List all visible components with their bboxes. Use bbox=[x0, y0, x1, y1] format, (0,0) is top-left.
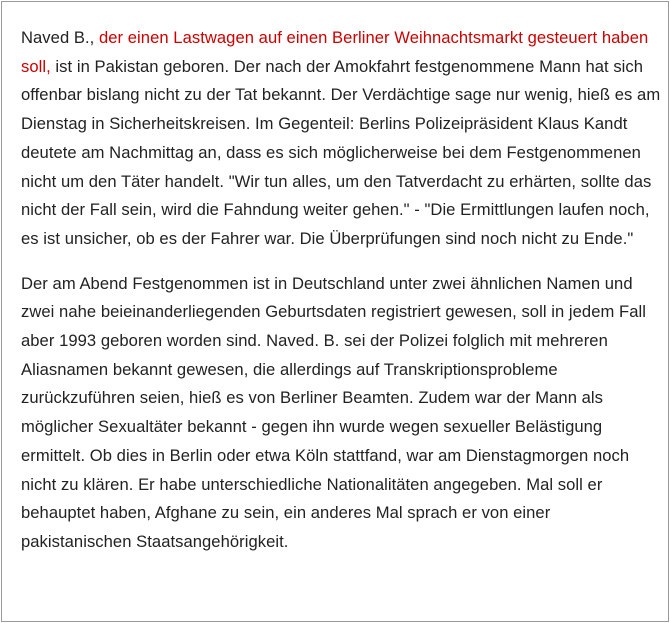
paragraph-1-rest: ist in Pakistan geboren. Der nach der Amokfahrt festgenommene Mann hat sich offenbar bislang nicht zu der Tat bekannt. Der Verdächtige sage nur wenig, hieß es am Dienstag in Sicherheitskreisen. Im Gegenteil: Berlins Polizeipräsident Klaus Kandt deutete am Nachmittag an, dass es sich möglicherweise bei dem Festgenommenen nicht um den Täter handelt. "Wir tun alles, um den Tatverdacht zu erhärten, sollte das nicht der Fall sein, wird die Fahndung weiter gehen." - "Die Ermittlungen laufen noch, es ist unsicher, ob es der Fahrer war. Die Überprüfungen sind noch nicht zu Ende." bbox=[21, 56, 661, 248]
article-body bbox=[21, 24, 661, 557]
article-frame bbox=[1, 1, 669, 622]
paragraph-1-lead: Naved B., bbox=[21, 28, 99, 47]
article-paragraph-2: Der am Abend Festgenommen ist in Deutschland unter zwei ähnlichen Namen und zwei nahe beieinanderliegenden Geburtsdaten registriert gewesen, soll in jedem Fall aber 1993 geboren worden sind. Naved. B. sei der Polizei folglich mit mehreren Aliasnamen bekannt gewesen, die allerdings auf Transkriptionsprobleme zurückzuführen seien, hieß es von Berliner Beamten. Zudem war der Mann als möglicher Sexualtäter bekannt - gegen ihn wurde wegen sexueller Belästigung ermittelt. Ob dies in Berlin oder etwa Köln stattfand, war am Dienstagmorgen noch nicht zu klären. Er habe unterschiedliche Nationalitäten angegeben. Mal soll er behauptet haben, Afghane zu sein, ein anderes Mal sprach er von einer pakistanischen Staatsangehörigkeit. bbox=[21, 273, 646, 551]
article-paragraph-1 bbox=[21, 24, 661, 254]
article-inline-link[interactable]: der einen Lastwagen auf einen Berliner Weihnachtsmarkt gesteuert haben soll, bbox=[21, 28, 649, 76]
